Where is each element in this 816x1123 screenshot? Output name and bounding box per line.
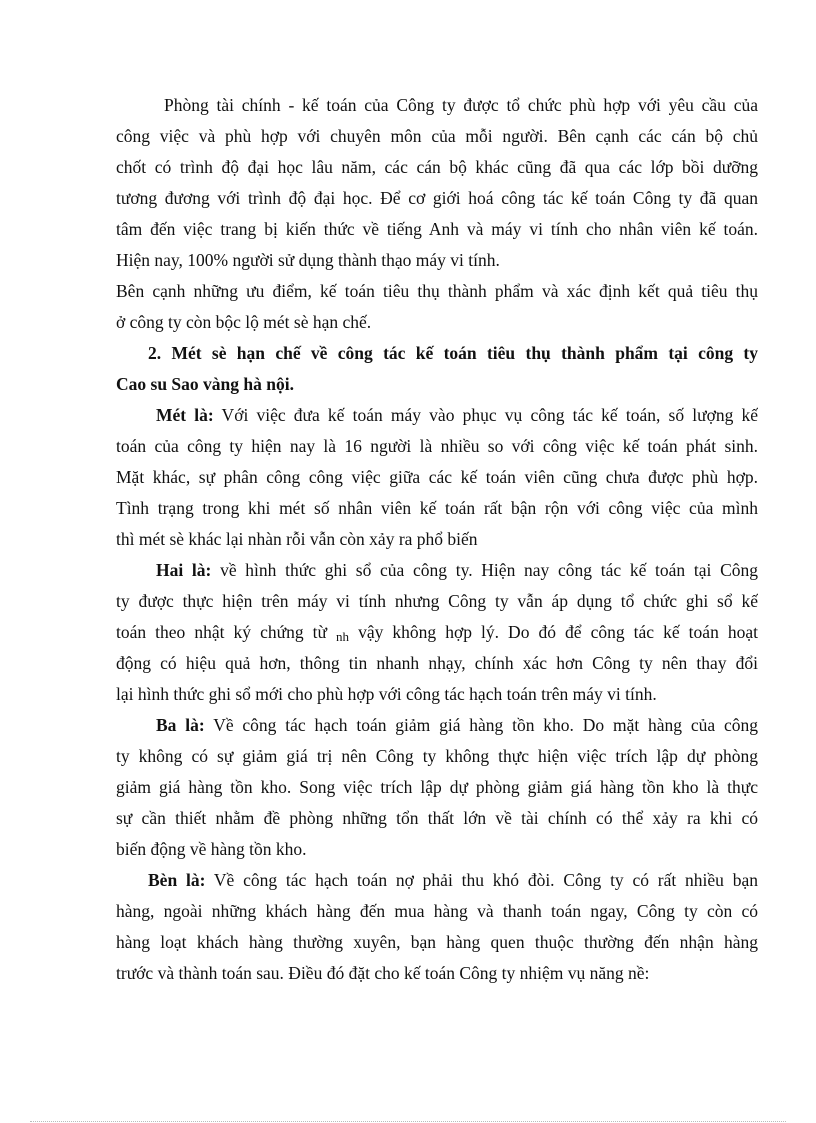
text-line: hàng, ngoài những khách hàng đến mua hàng và thanh toán ngay, Công ty còn có	[116, 901, 758, 921]
text-line	[116, 400, 758, 431]
text-line: giảm giá hàng tồn kho. Song việc trích lập dự phòng giảm giá hàng tồn kho là thực	[116, 777, 758, 797]
text-line: lại hình thức ghi sổ mới cho phù hợp với công tác hạch toán trên máy vi tính.	[116, 684, 657, 704]
text-line: trước và thành toán sau. Điều đó đặt cho kế toán Công ty nhiệm vụ năng nề:	[116, 963, 650, 983]
point-label: Bèn là:	[148, 870, 206, 890]
text-span: Về công tác hạch toán giảm giá hàng tồn kho. Do mặt hàng của công	[204, 715, 758, 735]
text-line: chốt có trình độ đại học lâu năm, các cán bộ khác cũng đã qua các lớp bồi dưỡng	[116, 157, 758, 177]
text-line: ty không có sự giảm giá trị nên Công ty không thực hiện việc trích lập dự phòng	[116, 746, 758, 766]
text-span: Với việc đưa kế toán máy vào phục vụ công tác kế toán, số lượng kế	[213, 405, 758, 425]
text-span: toán theo nhật ký chứng từ	[116, 622, 337, 642]
text-line: toán của công ty hiện nay là 16 người là nhiều so với công việc kế toán phát sinh.	[116, 436, 758, 456]
point-label: Hai là:	[156, 560, 212, 580]
text-span: vậy không hợp lý. Do đó để công tác kế toán hoạt	[349, 622, 758, 642]
text-line: ty được thực hiện trên máy vi tính nhưng Công ty vẫn áp dụng tổ chức ghi sổ kế	[116, 591, 758, 611]
paragraph-point-two	[116, 555, 758, 710]
paragraph-point-three	[116, 710, 758, 865]
text-line: Mặt khác, sự phân công công việc giữa các kế toán viên cũng chưa được phù hợp.	[116, 467, 758, 487]
paragraph-point-one	[116, 400, 758, 555]
paragraph-point-four	[116, 865, 758, 989]
text-line: Tình trạng trong khi mét số nhân viên kế toán rất bận rộn với công việc của mình	[116, 498, 758, 518]
text-line: Bên cạnh những ưu điểm, kế toán tiêu thụ thành phẩm và xác định kết quả tiêu thụ	[116, 281, 758, 301]
text-span: Về công tác hạch toán nợ phải thu khó đòi. Công ty có rất nhiều bạn	[205, 870, 758, 890]
text-line: công việc và phù hợp với chuyên môn của mỗi người. Bên cạnh các cán bộ chủ	[116, 126, 758, 146]
small-text: nh	[336, 629, 350, 644]
text-line: động có hiệu quả hơn, thông tin nhanh nhạy, chính xác hơn Công ty nên thay đổi	[116, 653, 758, 673]
section-heading	[116, 338, 758, 400]
text-line: tâm đến việc trang bị kiến thức về tiếng Anh và máy vi tính cho nhân viên kế toán.	[116, 219, 758, 239]
text-line	[116, 555, 758, 586]
paragraph-finance-department	[116, 90, 758, 276]
text-line: thì mét sè khác lại nhàn rỗi vẫn còn xảy ra phổ biến	[116, 529, 478, 549]
text-line: biến động về hàng tồn kho.	[116, 839, 307, 859]
text-line: tương đương với trình độ đại học. Để cơ giới hoá công tác kế toán Công ty đã quan	[116, 188, 758, 208]
paragraph-limitations-intro	[116, 276, 758, 338]
point-label: Mét là:	[156, 405, 214, 425]
text-line	[116, 710, 758, 741]
text-line	[116, 865, 758, 896]
text-line: sự cần thiết nhằm đề phòng những tổn thất lớn về tài chính có thể xảy ra khi có	[116, 808, 758, 828]
heading-line: Cao su Sao vàng hà nội.	[116, 374, 294, 394]
text-line: ở công ty còn bộc lộ mét sè hạn chế.	[116, 312, 372, 332]
point-label: Ba là:	[156, 715, 205, 735]
text-span: về hình thức ghi sổ của công ty. Hiện nay công tác kế toán tại Công	[211, 560, 758, 580]
page-bottom-rule	[30, 1121, 786, 1122]
document-page	[116, 90, 758, 989]
heading-line: 2. Mét sè hạn chế về công tác kế toán tiêu thụ thành phẩm tại công ty	[148, 343, 758, 363]
text-line: Hiện nay, 100% người sử dụng thành thạo máy vi tính.	[116, 250, 500, 270]
text-line: Phòng tài chính - kế toán của Công ty được tổ chức phù hợp với yêu cầu của	[164, 95, 758, 115]
text-line	[116, 617, 758, 648]
text-line: hàng loạt khách hàng thường xuyên, bạn hàng quen thuộc thường đến nhận hàng	[116, 932, 758, 952]
